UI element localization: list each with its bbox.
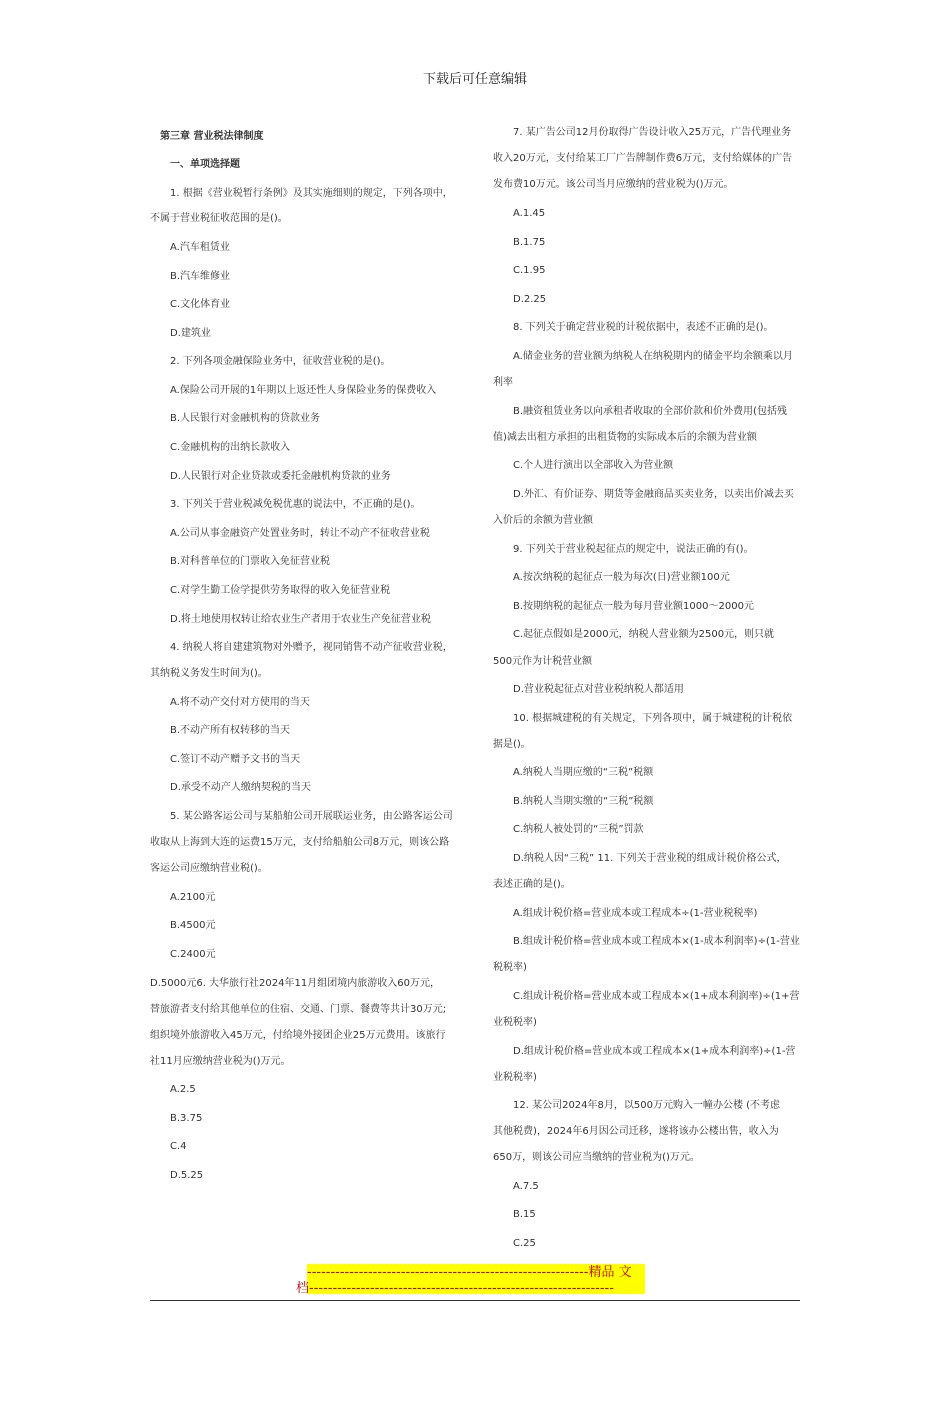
question-4-cont: 其纳税义务发生时间为()。 bbox=[150, 668, 268, 679]
option: A.2100元 bbox=[170, 892, 216, 903]
question-12: 12. 某公司2024年8月，以500万元购入一幢办公楼 (不考虑 bbox=[513, 1100, 781, 1111]
option: A.汽车租赁业 bbox=[170, 242, 230, 253]
option: B.纳税人当期实缴的“三税”税额 bbox=[513, 796, 654, 807]
option: B.4500元 bbox=[170, 920, 216, 931]
option: A.储金业务的营业额为纳税人在纳税期内的储金平均余额乘以月 bbox=[513, 351, 793, 362]
question-6-cont: 社11月应缴纳营业税为()万元。 bbox=[150, 1056, 291, 1067]
option: C.起征点假如是2000元，纳税人营业额为2500元，则只就 bbox=[513, 629, 775, 640]
chapter-title: 第三章 营业税法律制度 bbox=[160, 131, 264, 142]
option: D.外汇、有价证券、期货等金融商品买卖业务，以卖出价减去买 bbox=[513, 489, 794, 500]
option: B.1.75 bbox=[513, 237, 546, 248]
option: A.纳税人当期应缴的“三税”税额 bbox=[513, 767, 654, 778]
option: C.签订不动产赠予文书的当天 bbox=[170, 754, 301, 765]
question-10-cont: 据是()。 bbox=[493, 739, 531, 750]
option: D.2.25 bbox=[513, 294, 547, 305]
question-9: 9. 下列关于营业税起征点的规定中，说法正确的有()。 bbox=[513, 544, 754, 555]
option: D.建筑业 bbox=[170, 328, 211, 339]
option: B.汽车维修业 bbox=[170, 271, 231, 282]
option: A.组成计税价格=营业成本或工程成本÷(1-营业税税率) bbox=[513, 908, 758, 919]
section-title: 一、单项选择题 bbox=[170, 159, 240, 170]
question-11: D.纳税人因“三税” 11. 下列关于营业税的组成计税价格公式， bbox=[513, 853, 787, 864]
option: D.将土地使用权转让给农业生产者用于农业生产免征营业税 bbox=[170, 614, 431, 625]
option: B.融资租赁业务以向承租者收取的全部价款和价外费用(包括残 bbox=[513, 406, 787, 417]
option: C.文化体育业 bbox=[170, 299, 231, 310]
option-cont: 值)减去出租方承担的出租货物的实际成本后的余额为营业额 bbox=[493, 432, 757, 443]
option-cont: 业税税率) bbox=[493, 1072, 537, 1083]
question-1: 1. 根据《营业税暂行条例》及其实施细则的规定，下列各项中， bbox=[170, 188, 453, 199]
option: D.承受不动产人缴纳契税的当天 bbox=[170, 782, 311, 793]
question-6-cont: 组织境外旅游收入45万元，付给境外接团企业25万元费用。该旅行 bbox=[150, 1030, 446, 1041]
question-12-cont: 650万，则该公司应当缴纳的营业税为()万元。 bbox=[493, 1152, 700, 1163]
footer-divider bbox=[150, 1300, 800, 1301]
option: B.人民银行对金融机构的贷款业务 bbox=[170, 413, 321, 424]
option: C.25 bbox=[513, 1238, 536, 1249]
option: A.1.45 bbox=[513, 208, 546, 219]
question-3: 3. 下列关于营业税减免税优惠的说法中，不正确的是()。 bbox=[170, 499, 421, 510]
option: A.按次纳税的起征点一般为每次(日)营业额100元 bbox=[513, 572, 730, 583]
footer-line-1: ------------------------------------------------------------精品 文 bbox=[307, 1265, 632, 1280]
option: D.组成计税价格=营业成本或工程成本×(1+成本利润率)÷(1-营 bbox=[513, 1046, 796, 1057]
question-5: 5. 某公路客运公司与某船舶公司开展联运业务，由公路客运公司 bbox=[170, 811, 453, 822]
question-5-cont: 收取从上海到大连的运费15万元，支付给船舶公司8万元，则该公路 bbox=[150, 837, 450, 848]
option: C.2400元 bbox=[170, 949, 216, 960]
option: B.3.75 bbox=[170, 1113, 203, 1124]
question-8: 8. 下列关于确定营业税的计税依据中，表述不正确的是()。 bbox=[513, 322, 774, 333]
question-7: 7. 某广告公司12月份取得广告设计收入25万元，广告代理业务 bbox=[513, 127, 792, 138]
option: C.组成计税价格=营业成本或工程成本×(1+成本利润率)÷(1+营 bbox=[513, 991, 800, 1002]
option-cont: 利率 bbox=[493, 377, 513, 388]
option: D.人民银行对企业贷款或委托金融机构贷款的业务 bbox=[170, 471, 391, 482]
question-6: D.5000元6. 大华旅行社2024年11月组团境内旅游收入60万元， bbox=[150, 978, 440, 989]
option-cont: 入价后的余额为营业额 bbox=[493, 515, 593, 526]
option: D.营业税起征点对营业税纳税人都适用 bbox=[513, 684, 684, 695]
option: B.组成计税价格=营业成本或工程成本×(1-成本利润率)÷(1-营业 bbox=[513, 936, 800, 947]
question-10: 10. 根据城建税的有关规定，下列各项中，属于城建税的计税依 bbox=[513, 713, 793, 724]
question-4: 4. 纳税人将自建建筑物对外赠予，视同销售不动产征收营业税， bbox=[170, 642, 453, 653]
question-5-cont: 客运公司应缴纳营业税()。 bbox=[150, 863, 268, 874]
option-cont: 税税率) bbox=[493, 962, 527, 973]
option: C.1.95 bbox=[513, 265, 546, 276]
option: C.4 bbox=[170, 1141, 187, 1152]
question-1-cont: 不属于营业税征收范围的是()。 bbox=[150, 213, 288, 224]
option: B.不动产所有权转移的当天 bbox=[170, 725, 291, 736]
option: A.7.5 bbox=[513, 1181, 539, 1192]
option: A.2.5 bbox=[170, 1084, 196, 1095]
footer-line-2: 档----------------------------------------------------------------- bbox=[296, 1281, 614, 1296]
question-11-cont: 表述正确的是()。 bbox=[493, 879, 571, 890]
option: C.个人进行演出以全部收入为营业额 bbox=[513, 460, 674, 471]
option: C.纳税人被处罚的“三税”罚款 bbox=[513, 824, 644, 835]
question-2: 2. 下列各项金融保险业务中，征收营业税的是()。 bbox=[170, 356, 391, 367]
question-7-cont: 发布费10万元。该公司当月应缴纳的营业税为()万元。 bbox=[493, 179, 734, 190]
question-12-cont: 其他税费)，2024年6月因公司迁移，遂将该办公楼出售，收入为 bbox=[493, 1126, 779, 1137]
option: D.5.25 bbox=[170, 1170, 204, 1181]
option: A.保险公司开展的1年期以上返还性人身保险业务的保费收入 bbox=[170, 385, 437, 396]
option-cont: 业税税率) bbox=[493, 1017, 537, 1028]
question-6-cont: 替旅游者支付给其他单位的住宿、交通、门票、餐费等共计30万元; bbox=[150, 1004, 447, 1015]
option: B.15 bbox=[513, 1209, 536, 1220]
question-7-cont: 收入20万元，支付给某工厂广告牌制作费6万元，支付给媒体的广告 bbox=[493, 153, 793, 164]
page-header: 下载后可任意编辑 bbox=[422, 72, 527, 87]
option: C.对学生勤工俭学提供劳务取得的收入免征营业税 bbox=[170, 585, 391, 596]
option: B.按期纳税的起征点一般为每月营业额1000～2000元 bbox=[513, 601, 754, 612]
option: B.对科普单位的门票收入免征营业税 bbox=[170, 556, 331, 567]
option-cont: 500元作为计税营业额 bbox=[493, 656, 593, 667]
option: A.公司从事金融资产处置业务时，转让不动产不征收营业税 bbox=[170, 528, 430, 539]
option: C.金融机构的出纳长款收入 bbox=[170, 442, 291, 453]
option: A.将不动产交付对方使用的当天 bbox=[170, 697, 310, 708]
